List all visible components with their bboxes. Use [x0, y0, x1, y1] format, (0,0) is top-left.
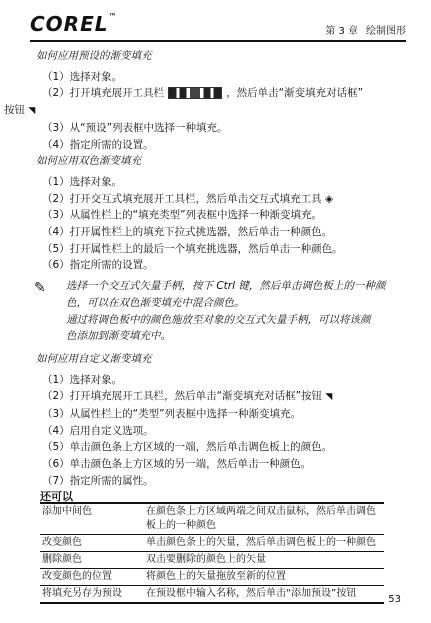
step-6: （6）单击颜色条上方区域的另一端，然后单击一种颜色。: [42, 458, 312, 471]
tip-icon: ✎: [34, 280, 46, 297]
header-rule: [30, 40, 406, 42]
step-2: （2）打开填充展开工具栏，然后单击“渐变填充对话框”按钮 ◥: [42, 390, 333, 403]
section-title: 如何应用预设的渐变填充: [36, 50, 152, 62]
step-5: （5）单击颜色条上方区域的一端，然后单击调色板上的颜色。: [42, 441, 333, 454]
table-row: 改变颜色 单击颜色条上的矢量，然后单击调色板上的一种颜色: [40, 535, 384, 552]
gradient-fill-button-icon: ◥: [325, 392, 333, 403]
page-header: [30, 12, 406, 42]
table-title: 还可以: [40, 490, 73, 503]
gradient-fill-button-icon: ◥: [28, 106, 36, 117]
step-7: （7）指定所需的属性。: [42, 474, 154, 487]
body-content: [4, 48, 403, 490]
step-2: （2）打开交互式填充展开工具栏，然后单击交互式填充工具 ◈: [42, 192, 334, 205]
fill-toolbar-icon: [168, 87, 222, 99]
step-2: （2）打开填充展开工具栏 ，然后单击“渐变填充对话框”: [42, 87, 364, 100]
chapter-heading: 第 3 章 绘制图形: [325, 26, 406, 37]
step-2-cont: 按钮 ◥: [4, 104, 36, 117]
table-row: 将填充另存为预设 在预设框中输入名称，然后单击“添加预设”按钮: [40, 586, 384, 604]
tip-note: ✎ 选择一个交互式矢量手柄，按下 Ctrl 键，然后单击调色板上的一种颜 色，可以在双色渐变填充中混合颜色。 通过将调色板中的颜色施放至对象的交互式矢量手柄，可以将该颜 色添加到渐变填充中。: [34, 280, 386, 343]
step-3: （3）从属性栏上的“类型”列表框中选择一种渐变填充。: [42, 408, 302, 421]
table-row: 添加中间色 在颜色条上方区域两端之间双击鼠标，然后单击调色板上的一种颜色: [40, 503, 384, 535]
step-1: （1）选择对象。: [42, 373, 123, 386]
step-1: （1）选择对象。: [42, 175, 123, 188]
table-row: 改变颜色的位置 将颜色上的矢量拖放至新的位置: [40, 569, 384, 586]
table-row: 删除颜色 双击要删除的颜色上的矢量: [40, 552, 384, 569]
step-5: （5）打开属性栏上的最后一个填充挑选器，然后单击一种颜色。: [42, 242, 343, 255]
step-4: （4）打开属性栏上的填充下拉式挑选器，然后单击一种颜色。: [42, 226, 333, 239]
step-3: （3）从属性栏上的“填充类型”列表框中选择一种渐变填充。: [42, 209, 323, 222]
options-table: [40, 502, 384, 604]
corel-logo: COREL™: [30, 12, 118, 36]
section-title: 如何应用自定义渐变填充: [36, 352, 152, 365]
page-number: 53: [388, 594, 401, 605]
step-1: （1）选择对象。: [42, 70, 123, 83]
section-title: 如何应用双色渐变填充: [36, 155, 141, 168]
step-4: （4）指定所需的设置。: [42, 138, 154, 151]
step-3: （3）从“预设”列表框中选择一种填充。: [42, 121, 228, 134]
step-4: （4）启用自定义选项。: [42, 424, 154, 437]
interactive-fill-tool-icon: ◈: [325, 192, 334, 205]
step-6: （6）指定所需的设置。: [42, 259, 154, 272]
